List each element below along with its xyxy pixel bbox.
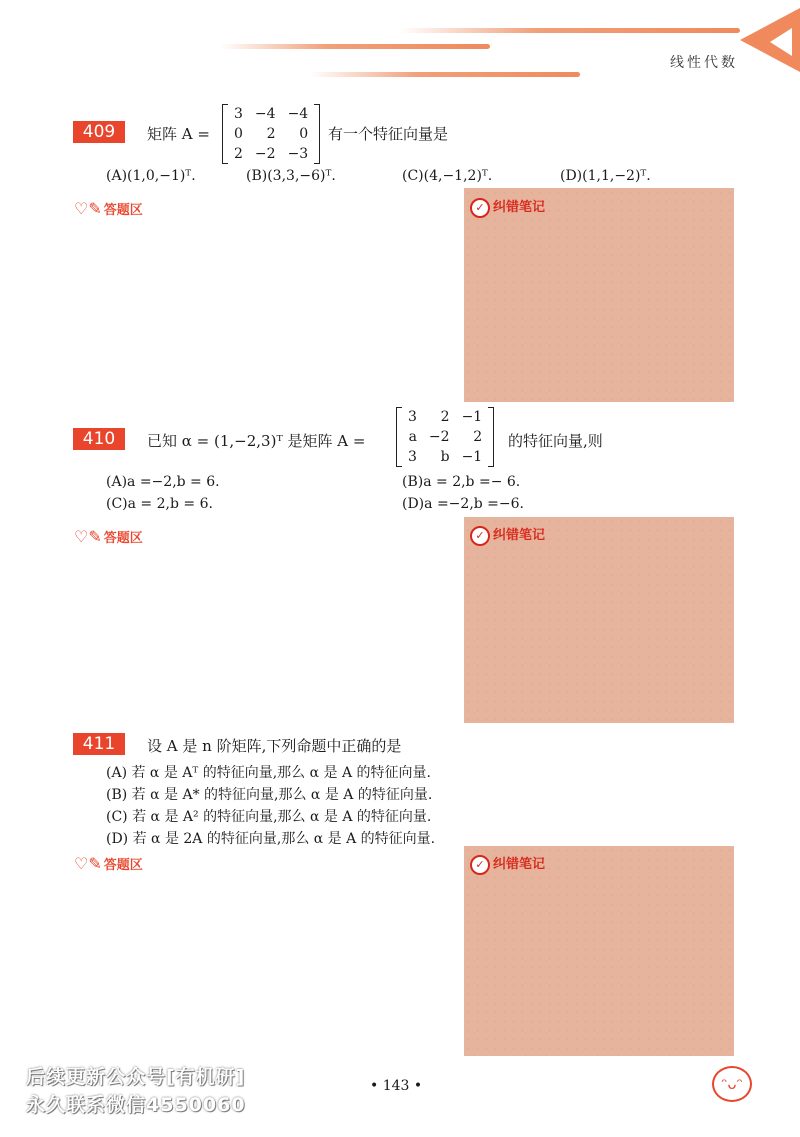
- option-d: (D)a =−2,b =−6.: [402, 496, 524, 512]
- question-stem-suffix: 有一个特征向量是: [328, 125, 449, 143]
- question-stem: 已知 α = (1,−2,3)ᵀ 是矩阵 A =: [147, 432, 366, 450]
- watermark-line: 后续更新公众号[有机研]: [26, 1066, 246, 1088]
- matrix: 3 2 −1 a −2 2 3 b −1: [396, 407, 494, 467]
- magnifier-check-icon: ✓: [470, 855, 490, 875]
- option-d: (D)(1,1,−2)ᵀ.: [560, 168, 651, 184]
- correction-note-box: [464, 188, 734, 402]
- option-d: (D) 若 α 是 2A 的特征向量,那么 α 是 A 的特征向量.: [106, 831, 436, 847]
- heart-pen-icon: ♡✎: [74, 854, 102, 873]
- option-b: (B)a = 2,b =− 6.: [402, 474, 521, 490]
- question-number: 410: [73, 428, 125, 450]
- answer-area-label: ♡✎ 答题区: [74, 199, 143, 218]
- correction-note-label: ✓ 纠错笔记: [470, 853, 545, 875]
- question-number: 409: [73, 121, 125, 143]
- option-a: (A)(1,0,−1)ᵀ.: [106, 168, 196, 184]
- magnifier-check-icon: ✓: [470, 198, 490, 218]
- option-b: (B) 若 α 是 A* 的特征向量,那么 α 是 A 的特征向量.: [106, 787, 433, 803]
- option-c: (C)(4,−1,2)ᵀ.: [402, 168, 493, 184]
- correction-note-label: ✓ 纠错笔记: [470, 196, 545, 218]
- question-stem: 设 A 是 n 阶矩阵,下列命题中正确的是: [147, 737, 402, 755]
- option-c: (C)a = 2,b = 6.: [106, 496, 213, 512]
- header-stripe: [310, 72, 580, 77]
- section-title: 线性代数: [670, 55, 738, 71]
- page-number: • 143 •: [370, 1078, 423, 1094]
- heart-pen-icon: ♡✎: [74, 527, 102, 546]
- smiley-icon: ᵔᴗᵔ: [712, 1066, 752, 1102]
- question-stem-suffix: 的特征向量,则: [508, 432, 603, 450]
- watermark-line: 永久联系微信4550060: [26, 1094, 246, 1116]
- header-stripe: [400, 28, 740, 33]
- question-number: 411: [73, 733, 125, 755]
- correction-note-label: ✓ 纠错笔记: [470, 524, 545, 546]
- correction-note-box: [464, 846, 734, 1056]
- option-a: (A)a =−2,b = 6.: [106, 474, 220, 490]
- option-a: (A) 若 α 是 Aᵀ 的特征向量,那么 α 是 A 的特征向量.: [106, 765, 431, 781]
- magnifier-check-icon: ✓: [470, 526, 490, 546]
- header-stripe: [220, 44, 490, 49]
- option-c: (C) 若 α 是 A² 的特征向量,那么 α 是 A 的特征向量.: [106, 809, 432, 825]
- answer-area-label: ♡✎ 答题区: [74, 854, 143, 873]
- question-stem: 矩阵 A =: [147, 125, 210, 143]
- heart-pen-icon: ♡✎: [74, 199, 102, 218]
- option-b: (B)(3,3,−6)ᵀ.: [246, 168, 336, 184]
- matrix: 3 −4 −4 0 2 0 2 −2 −3: [222, 104, 320, 164]
- answer-area-label: ♡✎ 答题区: [74, 527, 143, 546]
- correction-note-box: [464, 517, 734, 723]
